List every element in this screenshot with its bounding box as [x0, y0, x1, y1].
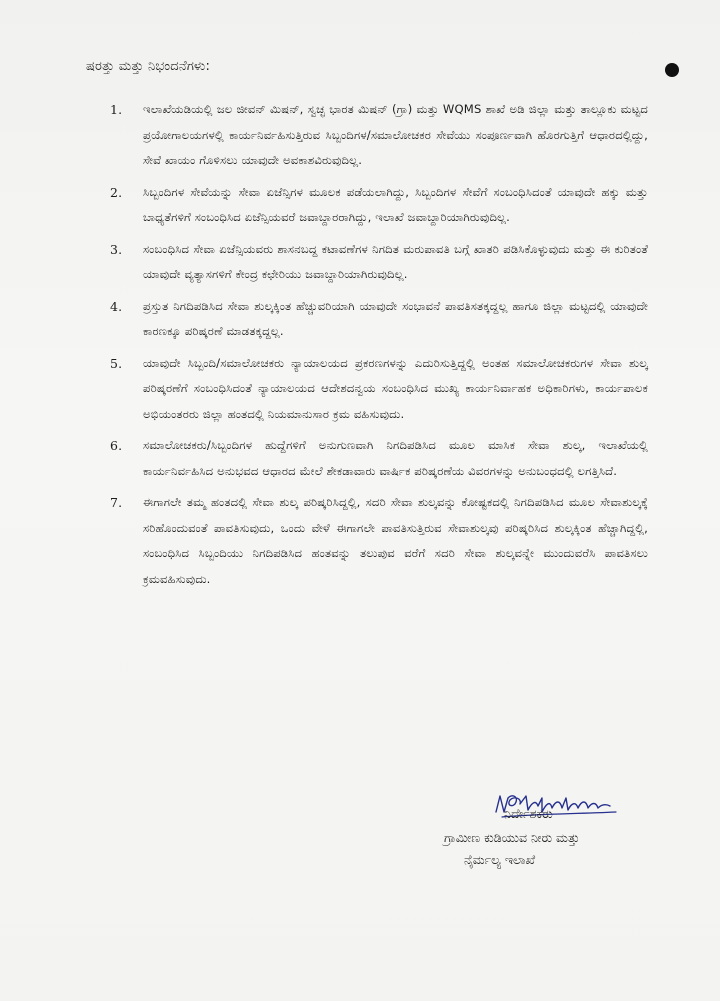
condition-number: 4. — [110, 298, 123, 314]
condition-item — [110, 433, 648, 484]
condition-item — [110, 97, 648, 174]
conditions-heading: ಷರತ್ತು ಮತ್ತು ನಿಭಂದನೆಗಳು: — [86, 59, 211, 74]
signature-block — [440, 790, 690, 870]
condition-item — [110, 351, 648, 428]
condition-number: 1. — [110, 102, 123, 117]
condition-text: ಪ್ರಸ್ತುತ ನಿಗದಿಪಡಿಸಿದ ಸೇವಾ ಶುಲ್ಕಕ್ಕಿಂತ ಹೆಚ್ಚುವರಿಯಾಗಿ ಯಾವುದೇ ಸಂಭಾವನೆ ಪಾವತಿಸತಕ್ಕದ್ದಲ್ಲ ಹಾಗೂ ಜಿಲ್ಲಾ ಮಟ್ಟದಲ್ಲಿ ಯಾವುದೇ ಕಾರಣಕ್ಕೂ ಪರಿಷ್ಕರಣೆ ಮಾಡತಕ್ಕದ್ದಲ್ಲ. — [143, 298, 648, 338]
condition-item — [110, 294, 648, 345]
department-name-line2: ನೈರ್ಮಲ್ಯ ಇಲಾಖೆ — [464, 852, 536, 867]
condition-text: ಯಾವುದೇ ಸಿಬ್ಬಂದಿ/ಸಮಾಲೋಚಕರು ನ್ಯಾಯಾಲಯದ ಪ್ರಕರಣಗಳನ್ನು ಎದುರಿಸುತ್ತಿದ್ದಲ್ಲಿ ಅಂತಹ ಸಮಾಲೋಚಕರುಗಳ ಸೇವಾ ಶುಲ್ಕ ಪರಿಷ್ಕರಣೆಗೆ ಸಂಬಂಧಿಸಿದಂತೆ ನ್ಯಾಯಾಲಯದ ಆದೇಶದನ್ವಯ ಸಂಬಂಧಿಸಿದ ಮುಖ್ಯ ಕಾರ್ಯನಿರ್ವಾಹಕ ಅಧಿಕಾರಿಗಳು, ಕಾರ್ಯಪಾಲಕ ಅಭಿಯಂತರರು ಜಿಲ್ಲಾ ಹಂತದಲ್ಲಿ ನಿಯಮಾನುಸಾರ ಕ್ರಮ ವಹಿಸುವುದು. — [143, 355, 648, 421]
condition-text: ಸಮಾಲೋಚಕರು/ಸಿಬ್ಬಂದಿಗಳ ಹುದ್ದೆಗಳಿಗೆ ಅನುಗುಣವಾಗಿ ನಿಗದಿಪಡಿಸಿದ ಮೂಲ ಮಾಸಿಕ ಸೇವಾ ಶುಲ್ಕ, ಇಲಾಖೆಯಲ್ಲಿ ಕಾರ್ಯನಿರ್ವಹಿಸಿದ ಅನುಭವದ ಆಧಾರದ ಮೇಲೆ ಶೇಕಡಾವಾರು ವಾರ್ಷಿಕ ಪರಿಷ್ಕರಣೆಯ ವಿವರಗಳನ್ನು ಅನುಬಂಧದಲ್ಲಿ ಲಗತ್ತಿಸಿದೆ. — [143, 438, 648, 478]
condition-text: ಸಂಬಂಧಿಸಿದ ಸೇವಾ ಏಜೆನ್ಸಿಯವರು ಶಾಸನಬದ್ದ ಕಟಾವಣೆಗಳ ನಿಗದಿತ ಮರುಪಾವತಿ ಬಗ್ಗೆ ಖಾತರಿ ಪಡಿಸಿಕೊಳ್ಳುವುದು ಮತ್ತು ಈ ಕುರಿತಂತೆ ಯಾವುದೇ ವ್ಯತ್ಯಾಸಗಳಿಗೆ ಕೇಂದ್ರ ಕಛೇರಿಯು ಜವಾಬ್ದಾರಿಯಾಗಿರುವುದಿಲ್ಲ. — [143, 241, 648, 281]
conditions-list — [110, 97, 648, 598]
condition-text: ಸಿಬ್ಬಂದಿಗಳ ಸೇವೆಯನ್ನು ಸೇವಾ ಏಜೆನ್ಸಿಗಳ ಮೂಲಕ ಪಡೆಯಲಾಗಿದ್ದು, ಸಿಬ್ಬಂದಿಗಳ ಸೇವೆಗೆ ಸಂಬಂಧಿಸಿದಂತೆ ಯಾವುದೇ ಹಕ್ಕು ಮತ್ತು ಬಾಧ್ಯತೆಗಳಿಗೆ ಸಂಬಂಧಿಸಿದ ಏಜೆನ್ಸಿಯವರೆ ಜವಾಬ್ದಾರರಾಗಿದ್ದು, ಇಲಾಖೆ ಜವಾಬ್ದಾರಿಯಾಗಿರುವುದಿಲ್ಲ. — [143, 184, 648, 224]
department-name-line1: ಗ್ರಾಮೀಣ ಕುಡಿಯುವ ನೀರು ಮತ್ತು — [444, 830, 580, 845]
condition-number: 5. — [110, 355, 123, 371]
punch-hole-mark — [665, 63, 679, 77]
condition-item — [110, 180, 648, 231]
condition-number: 3. — [110, 241, 123, 257]
condition-item — [110, 490, 648, 592]
condition-item — [110, 237, 648, 288]
condition-text: ಈಗಾಗಲೇ ತಮ್ಮ ಹಂತದಲ್ಲಿ ಸೇವಾ ಶುಲ್ಕ ಪರಿಷ್ಕರಿಸಿದ್ದಲ್ಲಿ, ಸದರಿ ಸೇವಾ ಶುಲ್ಕವನ್ನು ಕೋಷ್ಟಕದಲ್ಲಿ ನಿಗದಿಪಡಿಸಿದ ಮೂಲ ಸೇವಾಶುಲ್ಕಕ್ಕೆ ಸರಿಹೊಂದುವಂತೆ ಪಾವತಿಸುವುದು, ಒಂದು ವೇಳೆ ಈಗಾಗಲೇ ಪಾವತಿಸುತ್ತಿರುವ ಸೇವಾಶುಲ್ಕವು ಪರಿಷ್ಕರಿಸಿದ ಶುಲ್ಕಕ್ಕಿಂತ ಹೆಚ್ಚಾಗಿದ್ದಲ್ಲಿ, ಸಂಬಂಧಿಸಿದ ಸಿಬ್ಬಂದಿಯು ನಿಗದಿಪಡಿಸಿದ ಹಂತವನ್ನು ತಲುಪುವ ವರೆಗೆ ಸದರಿ ಸೇವಾ ಶುಲ್ಕವನ್ನೇ ಮುಂದುವರೆಸಿ ಪಾವತಿಸಲು ಕ್ರಮವಹಿಸುವುದು. — [143, 495, 648, 586]
condition-number: 2. — [110, 184, 123, 200]
signatory-title: ನಿರ್ದೇಶಕರು — [504, 806, 553, 821]
condition-number: 6. — [110, 438, 123, 453]
condition-text: ಇಲಾಖೆಯಡಿಯಲ್ಲಿ ಜಲ ಜೀವನ್ ಮಿಷನ್, ಸ್ವಚ್ಛ ಭಾರತ ಮಿಷನ್ (ಗ್ರಾ) ಮತ್ತು WQMS ಶಾಖೆ ಅಡಿ ಜಿಲ್ಲಾ ಮತ್ತು ತಾಲ್ಲೂಕು ಮಟ್ಟದ ಪ್ರಯೋಗಾಲಯಗಳಲ್ಲಿ ಕಾರ್ಯನಿರ್ವಹಿಸುತ್ತಿರುವ ಸಿಬ್ಬಂದಿಗಳ/ಸಮಾಲೋಚಕರ ಸೇವೆಯು ಸಂಪೂರ್ಣವಾಗಿ ಹೊರಗುತ್ತಿಗೆ ಆಧಾರದಲ್ಲಿದ್ದು, ಸೇವೆ ಖಾಯಂ ಗೊಳಿಸಲು ಯಾವುದೇ ಅವಕಾಶವಿರುವುದಿಲ್ಲ. — [143, 102, 648, 167]
condition-number: 7. — [110, 495, 123, 510]
